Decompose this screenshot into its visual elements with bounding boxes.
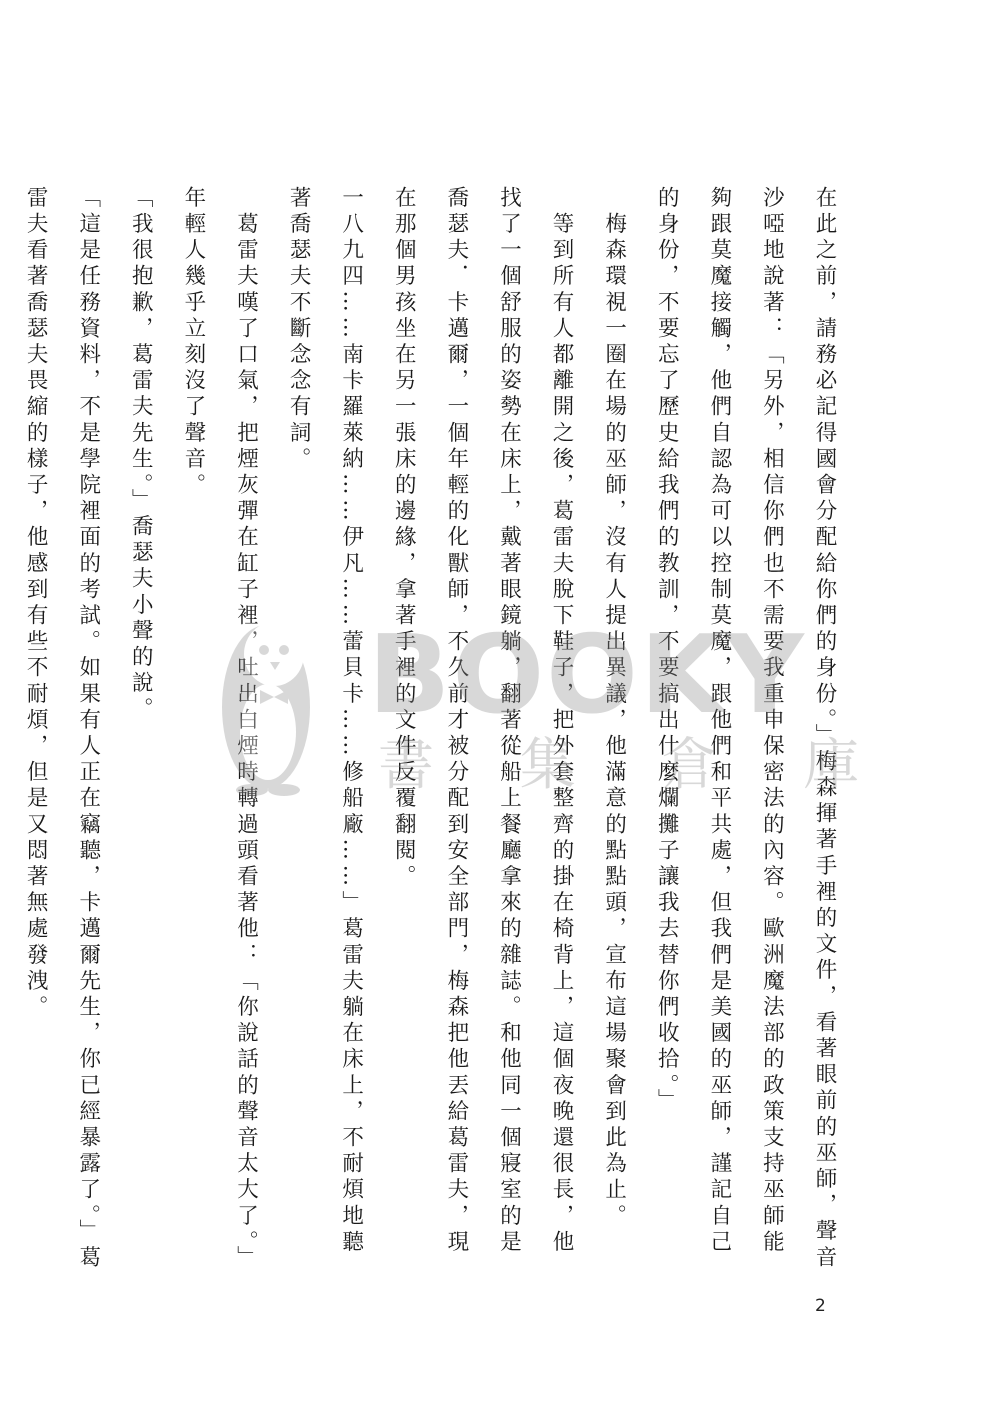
watermark-subtitle: 書 集 倉 庫 [378, 733, 894, 798]
paragraph-5: 葛雷夫嘆了口氣，把煙灰彈在缸子裡，吐出白煙時轉過頭看著他：「你說話的聲音太大了。」年輕人幾乎立刻沒了聲音。 [180, 186, 259, 1272]
paragraph-6: 「我很抱歉，葛雷夫先生。」喬瑟夫小聲的說。 [128, 186, 154, 724]
paragraph-2: 梅森環視一圈在場的巫師，沒有人提出異議，他滿意的點點頭，宣布這場聚會到此為止。 [601, 186, 627, 1230]
paragraph-4: 一八九四……南卡羅萊納……伊凡……蕾貝卡……修船廠……」葛雷夫躺在床上，不耐煩地聽著喬瑟夫不斷念念有詞。 [286, 186, 364, 1257]
page-number: 2 [815, 1296, 826, 1316]
paragraph-3: 等到所有人都離開之後，葛雷夫脫下鞋子，把外套整齊的掛在椅背上，這個夜晚還很長，他找了一個舒服的姿勢在床上，戴著眼鏡躺，翻著從船上餐廳拿來的雜誌。和他同一個寢室的是喬瑟夫．卡邁爾，一個年輕的化獸師，不久前才被分配到安全部門，梅森把他丟給葛雷夫，現在那個男孩坐在另一張床的邊緣，拿著手裡的文件反覆翻閱。 [391, 186, 575, 1257]
paragraph-7: 「這是任務資料，不是學院裡面的考試。如果有人正在竊聽，卡邁爾先生，你已經暴露了。」葛雷夫看著喬瑟夫畏縮的樣子，他感到有些不耐煩，但是又悶著無處發洩。 [23, 186, 101, 1272]
paragraph-1: 在此之前，請務必記得國會分配給你們的身份。」梅森揮著手裡的文件，看著眼前的巫師，聲音沙啞地說著：「另外，相信你們也不需要我重申保密法的內容。歐洲魔法部的政策支持巫師能夠跟莫魔接觸，他們自認為可以控制莫魔，跟他們和平共處，但我們是美國的巫師，謹記自己的身份，不要忘了歷史給我們的教訓，不要搞出什麼爛攤子讓我去替你們收拾。」 [654, 186, 837, 1272]
watermark-logo-text: BOOKY [368, 613, 806, 738]
vertical-text-body [9, 186, 851, 1276]
